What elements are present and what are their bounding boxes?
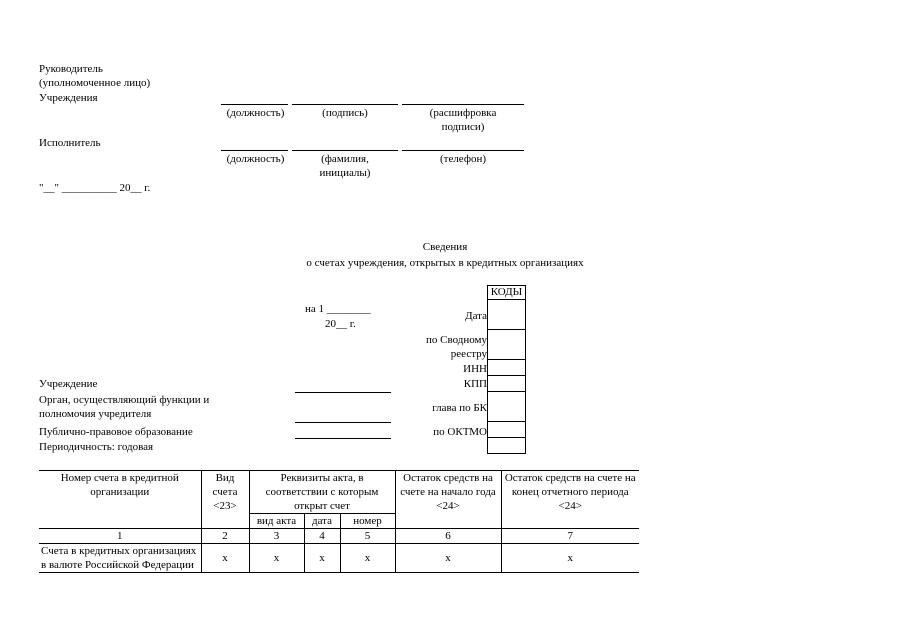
- executor-label: Исполнитель: [39, 137, 101, 149]
- code-label-oktmo: по ОКТМО: [433, 426, 487, 438]
- col-num: 7: [501, 529, 639, 544]
- head-caption-decoding-1: (расшифровка: [429, 107, 497, 119]
- code-cell-oktmo: [487, 422, 526, 438]
- head-label-line1: Руководитель: [39, 63, 103, 75]
- exec-position-line: [221, 150, 288, 151]
- accounts-table: [39, 470, 639, 573]
- entity-line: [295, 438, 391, 439]
- code-cell-periodicity: [487, 438, 526, 454]
- head-caption-position: (должность): [226, 107, 285, 119]
- col-header-act-details: Реквизиты акта, в соответствии с которым открыт счет: [249, 471, 395, 514]
- periodicity-label: Периодичность: годовая: [39, 441, 154, 453]
- codes-header: КОДЫ: [487, 285, 526, 300]
- col-num: 4: [304, 529, 340, 544]
- exec-caption-position: (должность): [226, 153, 285, 165]
- code-label-bk: глава по БК: [432, 402, 487, 414]
- code-cell-date: [487, 300, 526, 330]
- on-date-2: 20__ г.: [325, 318, 356, 330]
- exec-phone-line: [402, 150, 524, 151]
- head-caption-signature: (подпись): [322, 107, 368, 119]
- code-label-date: Дата: [465, 310, 487, 322]
- head-caption-decoding-2: подписи): [441, 121, 485, 133]
- code-cell-bk: [487, 392, 526, 422]
- col-header-account-type: Вид счета <23>: [201, 471, 249, 529]
- table-cell: x: [340, 544, 395, 573]
- row-label-rub-accounts: Счета в кредитных организациях в валюте Российской Федерации: [39, 544, 201, 573]
- founder-label-1: Орган, осуществляющий функции и: [39, 394, 210, 406]
- code-label-kpp: КПП: [463, 378, 487, 390]
- exec-caption-name-2: инициалы): [319, 167, 371, 179]
- date-line: "__" __________ 20__ г.: [39, 182, 151, 194]
- table-cell: x: [501, 544, 639, 573]
- on-date-1: на 1 ________: [305, 303, 371, 315]
- exec-name-line: [292, 150, 398, 151]
- col-num: 6: [395, 529, 501, 544]
- code-cell-registry: [487, 330, 526, 360]
- head-label-line3: Учреждения: [39, 92, 98, 104]
- founder-label-2: полномочия учредителя: [39, 408, 152, 420]
- head-decoding-line: [402, 104, 524, 105]
- col-header-act-date: дата: [304, 514, 340, 529]
- col-num: 3: [249, 529, 304, 544]
- codes-column: [487, 285, 526, 454]
- code-cell-kpp: [487, 376, 526, 392]
- table-cell: x: [395, 544, 501, 573]
- table-cell: x: [249, 544, 304, 573]
- form-subtitle: о счетах учреждения, открытых в кредитных организациях: [306, 257, 584, 269]
- col-header-act-number: номер: [340, 514, 395, 529]
- col-header-balance-start: Остаток средств на счете на начало года <24>: [395, 471, 501, 529]
- table-row: [39, 544, 639, 573]
- institution-line: [295, 392, 391, 393]
- form-title: Сведения: [422, 241, 468, 253]
- col-num: 5: [340, 529, 395, 544]
- col-num: 1: [39, 529, 201, 544]
- col-header-account-number: Номер счета в кредитной организации: [39, 471, 201, 529]
- col-num: 2: [201, 529, 249, 544]
- head-label-line2: (уполномоченное лицо): [39, 77, 151, 89]
- founder-line: [295, 422, 391, 423]
- code-label-inn: ИНН: [463, 363, 487, 375]
- exec-caption-phone: (телефон): [439, 153, 487, 165]
- table-cell: x: [201, 544, 249, 573]
- head-signature-line: [292, 104, 398, 105]
- entity-label: Публично-правовое образование: [39, 426, 193, 438]
- head-position-line: [221, 104, 288, 105]
- col-header-act-type: вид акта: [249, 514, 304, 529]
- code-label-registry-1: по Сводному: [425, 334, 487, 346]
- code-cell-inn: [487, 360, 526, 376]
- code-label-registry-2: реестру: [450, 348, 487, 360]
- col-header-balance-end: Остаток средств на счете на конец отчетного периода <24>: [501, 471, 639, 529]
- institution-label: Учреждение: [39, 378, 98, 390]
- table-cell: x: [304, 544, 340, 573]
- exec-caption-name-1: (фамилия,: [321, 153, 369, 165]
